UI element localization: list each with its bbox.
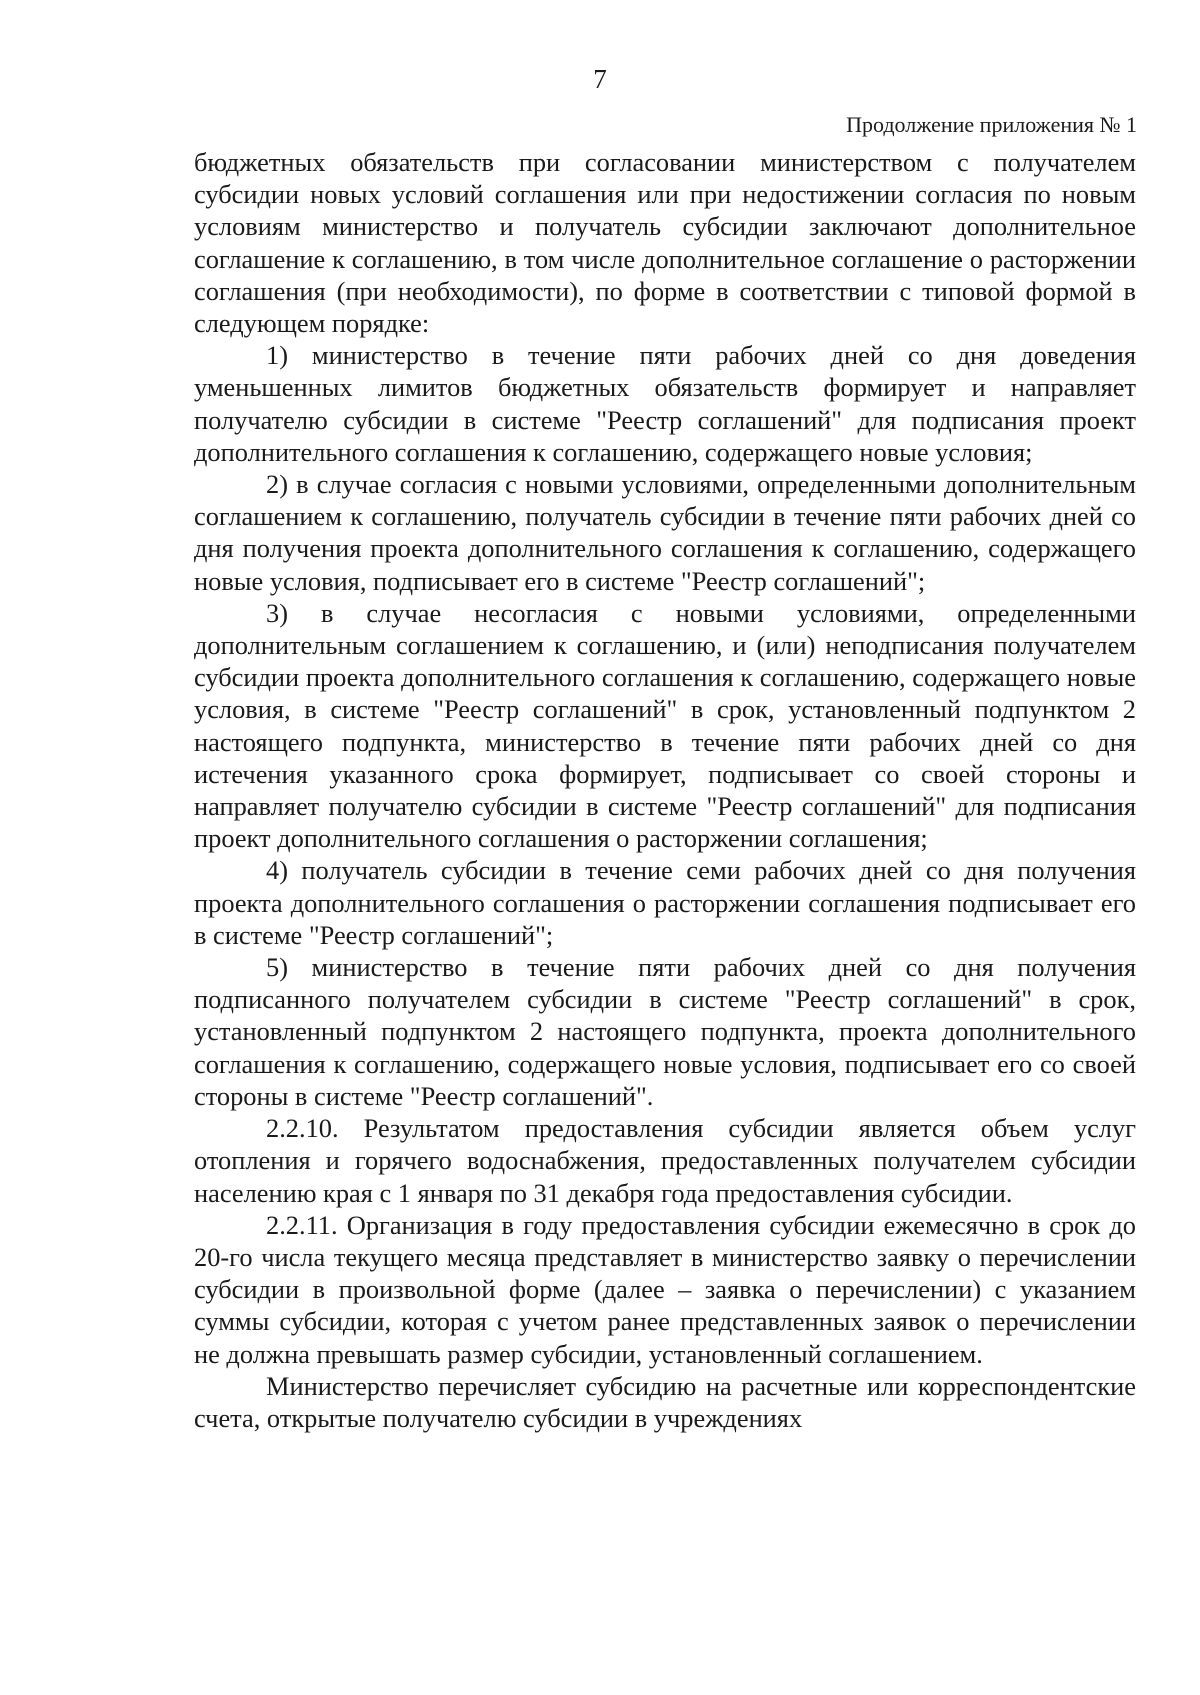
paragraph: 5) министерство в течение пяти рабочих дней со дня получения подписанного получателем субсидии в системе "Реестр соглашений" в срок, установленный подпунктом 2 настоящего подпункта, проекта дополнительного соглашения к соглашению, содержащего новые условия, подписывает его со своей стороны в системе "Реестр соглашений". [194,952,1136,1111]
paragraph: Министерство перечисляет субсидию на расчетные или корреспондентские счета, открытые получателю субсидии в учреждениях [194,1370,1136,1433]
paragraph: 4) получатель субсидии в течение семи рабочих дней со дня получения проекта дополнительного соглашения о расторжении соглашения подписывает его в системе "Реестр соглашений"; [194,855,1136,950]
paragraph: 1) министерство в течение пяти рабочих дней со дня доведения уменьшенных лимитов бюджетных обязательств формирует и направляет получателю субсидии в системе "Реестр соглашений" для подписания проект дополнительного соглашения к соглашению, содержащего новые условия; [194,340,1136,467]
page-number: 7 [593,64,607,94]
paragraph: бюджетных обязательств при согласовании министерством с получателем субсидии новых условий соглашения или при недостижении согласия по новым условиям министерство и получатель субсидии заключают дополнительное соглашение к соглашению, в том числе дополнительное соглашение о расторжении соглашения (при необходимости), по форме в соответствии с типовой формой в следующем порядке: [194,147,1136,339]
paragraph: 2) в случае согласия с новыми условиями, определенными дополнительным соглашением к соглашению, получатель субсидии в течение пяти рабочих дней со дня получения проекта дополнительного соглашения к соглашению, содержащего новые условия, подписывает его в системе "Реестр соглашений"; [194,469,1136,596]
appendix-continuation-note: Продолжение приложения № 1 [846,112,1137,137]
paragraph: 2.2.10. Результатом предоставления субсидии является объем услуг отопления и горячего водоснабжения, предоставленных получателем субсидии населению края с 1 января по 31 декабря года предоставления субсидии. [194,1113,1136,1208]
paragraph: 3) в случае несогласия с новыми условиями, определенными дополнительным соглашением к соглашению, и (или) неподписания получателем субсидии проекта дополнительного соглашения к соглашению, содержащего новые условия, в системе "Реестр соглашений" в срок, установленный подпунктом 2 настоящего подпункта, министерство в течение пяти рабочих дней со дня истечения указанного срока формирует, подписывает со своей стороны и направляет получателю субсидии в системе "Реестр соглашений" для подписания проект дополнительного соглашения о расторжении соглашения; [194,597,1136,854]
paragraph: 2.2.11. Организация в году предоставления субсидии ежемесячно в срок до 20-го числа текущего месяца представляет в министерство заявку о перечислении субсидии в произвольной форме (далее – заявка о перечислении) с указанием суммы субсидии, которая с учетом ранее представленных заявок о перечислении не должна превышать размер субсидии, установленный соглашением. [194,1209,1136,1369]
document-body [194,146,1136,1434]
